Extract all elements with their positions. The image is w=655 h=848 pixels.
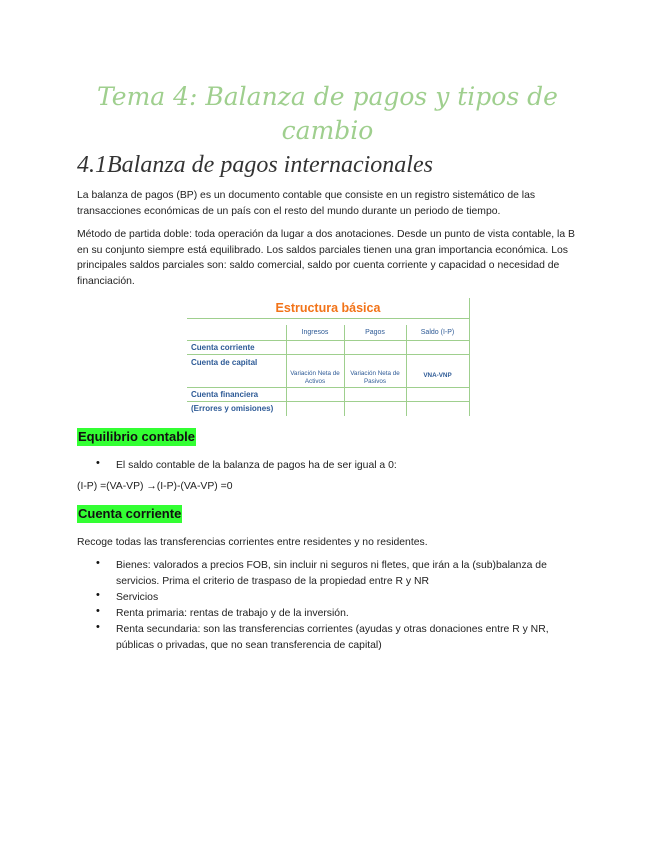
table-title: Estructura básica	[275, 301, 381, 315]
column-header-ingresos: Ingresos	[301, 329, 329, 336]
cell-variacion-activos: Variación Neta de Activos	[290, 370, 340, 385]
bullet-renta-secundaria: Renta secundaria: son las transferencias corrientes (ayudas y otras donaciones entre R y NR, públicas o privadas, que no sean transferencia de capital)	[116, 624, 549, 651]
table-rule	[187, 354, 469, 355]
bullet-renta-primaria: Renta primaria: rentas de trabajo y de la inversión.	[116, 608, 349, 619]
bullet-equilibrio: El saldo contable de la balanza de pagos ha de ser igual a 0:	[116, 460, 397, 471]
heading-equilibrio-contable: Equilibrio contable	[78, 429, 196, 444]
bullet-marker: •	[96, 557, 100, 569]
row-label-cuenta-financiera: Cuenta financiera	[191, 390, 259, 399]
bullet-marker: •	[96, 589, 100, 601]
row-label-cuenta-corriente: Cuenta corriente	[191, 343, 255, 352]
bullet-marker: •	[96, 605, 100, 617]
table-rule	[187, 401, 469, 402]
table-rule	[187, 340, 469, 341]
row-label-cuenta-capital: Cuenta de capital	[191, 358, 258, 367]
equation: (I-P) =(VA-VP) →(I-P)-(VA-VP) =0	[77, 481, 233, 492]
bullet-servicios: Servicios	[116, 592, 159, 603]
paragraph-partida-doble: Método de partida doble: toda operación da lugar a dos anotaciones. Desde un punto de vista contable, la B en su conjunto siempre está equilibrado. Los saldos parciales tienen una gran importancia económica. Los principales saldos parciales son: saldo comercial, saldo por cuenta corriente y capacidad o necesidad de financiación.	[77, 229, 575, 287]
bullet-marker: •	[96, 457, 100, 469]
cell-variacion-pasivos: Variación Neta de Pasivos	[350, 370, 400, 385]
heading-cuenta-corriente: Cuenta corriente	[78, 506, 182, 521]
paragraph-definition: La balanza de pagos (BP) es un documento contable que consiste en un registro sistemático de las transacciones económicas de un país con el resto del mundo durante un periodo de tiempo.	[77, 190, 536, 217]
column-header-saldo: Saldo (I-P)	[420, 329, 455, 336]
column-header-pagos: Pagos	[365, 329, 385, 336]
table-rule	[187, 387, 469, 388]
table-rule	[187, 318, 469, 319]
bullet-bienes: Bienes: valorados a precios FOB, sin incluir ni seguros ni fletes, que irán a la (sub)balanza de servicios. Prima el criterio de traspaso de la propiedad entre R y NR	[116, 560, 547, 587]
bullet-marker: •	[96, 621, 100, 633]
paragraph-cuenta-corriente: Recoge todas las transferencias corrientes entre residentes y no residentes.	[77, 537, 428, 548]
table-col-divider	[406, 325, 407, 416]
section-heading: 4.1Balanza de pagos internacionales	[77, 152, 433, 178]
estructura-basica-table	[187, 298, 470, 416]
row-label-errores-omisiones: (Errores y omisiones)	[191, 404, 274, 413]
cell-saldo: VNA-VNP	[423, 372, 452, 379]
document-title: Tema 4: Balanza de pagos y tipos de cambio	[97, 82, 558, 145]
